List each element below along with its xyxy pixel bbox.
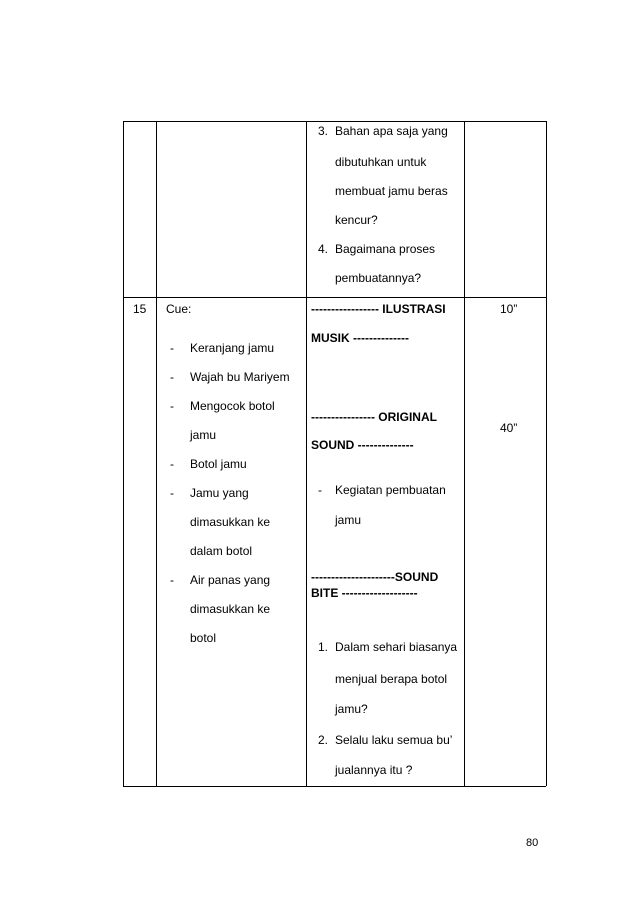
cue-item: Mengocok botol (190, 399, 275, 413)
cue-item: Keranjang jamu (190, 341, 275, 355)
question-text: Bagaimana proses (335, 242, 436, 256)
question-number: 3. (318, 124, 329, 138)
question-text: Selalu laku semua bu’ (335, 733, 453, 747)
cue-item: dimasukkan ke (190, 602, 271, 616)
duration-value: 40” (500, 421, 518, 435)
cue-item: Air panas yang (190, 573, 271, 587)
column-divider-audio (464, 121, 465, 786)
original-sound-heading: ---------------- ORIGINAL (311, 410, 437, 424)
table-bottom-border (123, 786, 546, 787)
question-text: dibutuhkan untuk (335, 155, 427, 169)
duration-value: 10” (500, 302, 518, 316)
list-bullet: - (318, 483, 322, 497)
question-text: jualannya itu ? (335, 763, 413, 777)
row-number: 15 (133, 302, 147, 316)
list-bullet: - (170, 399, 174, 413)
table-right-border (546, 121, 547, 786)
column-divider-visual (306, 121, 307, 786)
row-divider (123, 297, 546, 298)
original-sound-item: jamu (335, 513, 362, 527)
cue-item: Botol jamu (190, 457, 247, 471)
question-number: 4. (318, 242, 329, 256)
column-divider-no (156, 121, 157, 786)
question-text: pembuatannya? (335, 271, 422, 285)
sound-bite-heading: BITE ------------------- (311, 586, 418, 600)
original-sound-item: Kegiatan pembuatan (335, 483, 446, 497)
question-number: 2. (318, 733, 329, 747)
question-text: Bahan apa saja yang (335, 124, 448, 138)
list-bullet: - (170, 457, 174, 471)
list-bullet: - (170, 341, 174, 355)
question-text: Dalam sehari biasanya (335, 640, 458, 654)
question-text: membuat jamu beras (335, 184, 448, 198)
sound-bite-heading: ---------------------SOUND (311, 570, 439, 584)
cue-item: dimasukkan ke (190, 515, 271, 529)
page-number: 80 (526, 837, 539, 849)
cue-item: botol (190, 631, 217, 645)
question-text: jamu? (335, 702, 368, 716)
cue-item: Wajah bu Mariyem (190, 370, 290, 384)
cue-item: Jamu yang (190, 486, 249, 500)
table-top-border (123, 121, 546, 122)
cue-label: Cue: (166, 302, 192, 316)
question-number: 1. (318, 640, 329, 654)
list-bullet: - (170, 573, 174, 587)
cue-item: jamu (190, 428, 217, 442)
ilustrasi-musik-heading: MUSIK -------------- (311, 331, 409, 345)
ilustrasi-musik-heading: ----------------- ILUSTRASI (311, 302, 446, 316)
question-text: kencur? (335, 213, 378, 227)
list-bullet: - (170, 486, 174, 500)
cue-item: dalam botol (190, 544, 253, 558)
table-left-border (123, 121, 124, 786)
original-sound-heading: SOUND -------------- (311, 438, 414, 452)
list-bullet: - (170, 370, 174, 384)
question-text: menjual berapa botol (335, 672, 448, 686)
